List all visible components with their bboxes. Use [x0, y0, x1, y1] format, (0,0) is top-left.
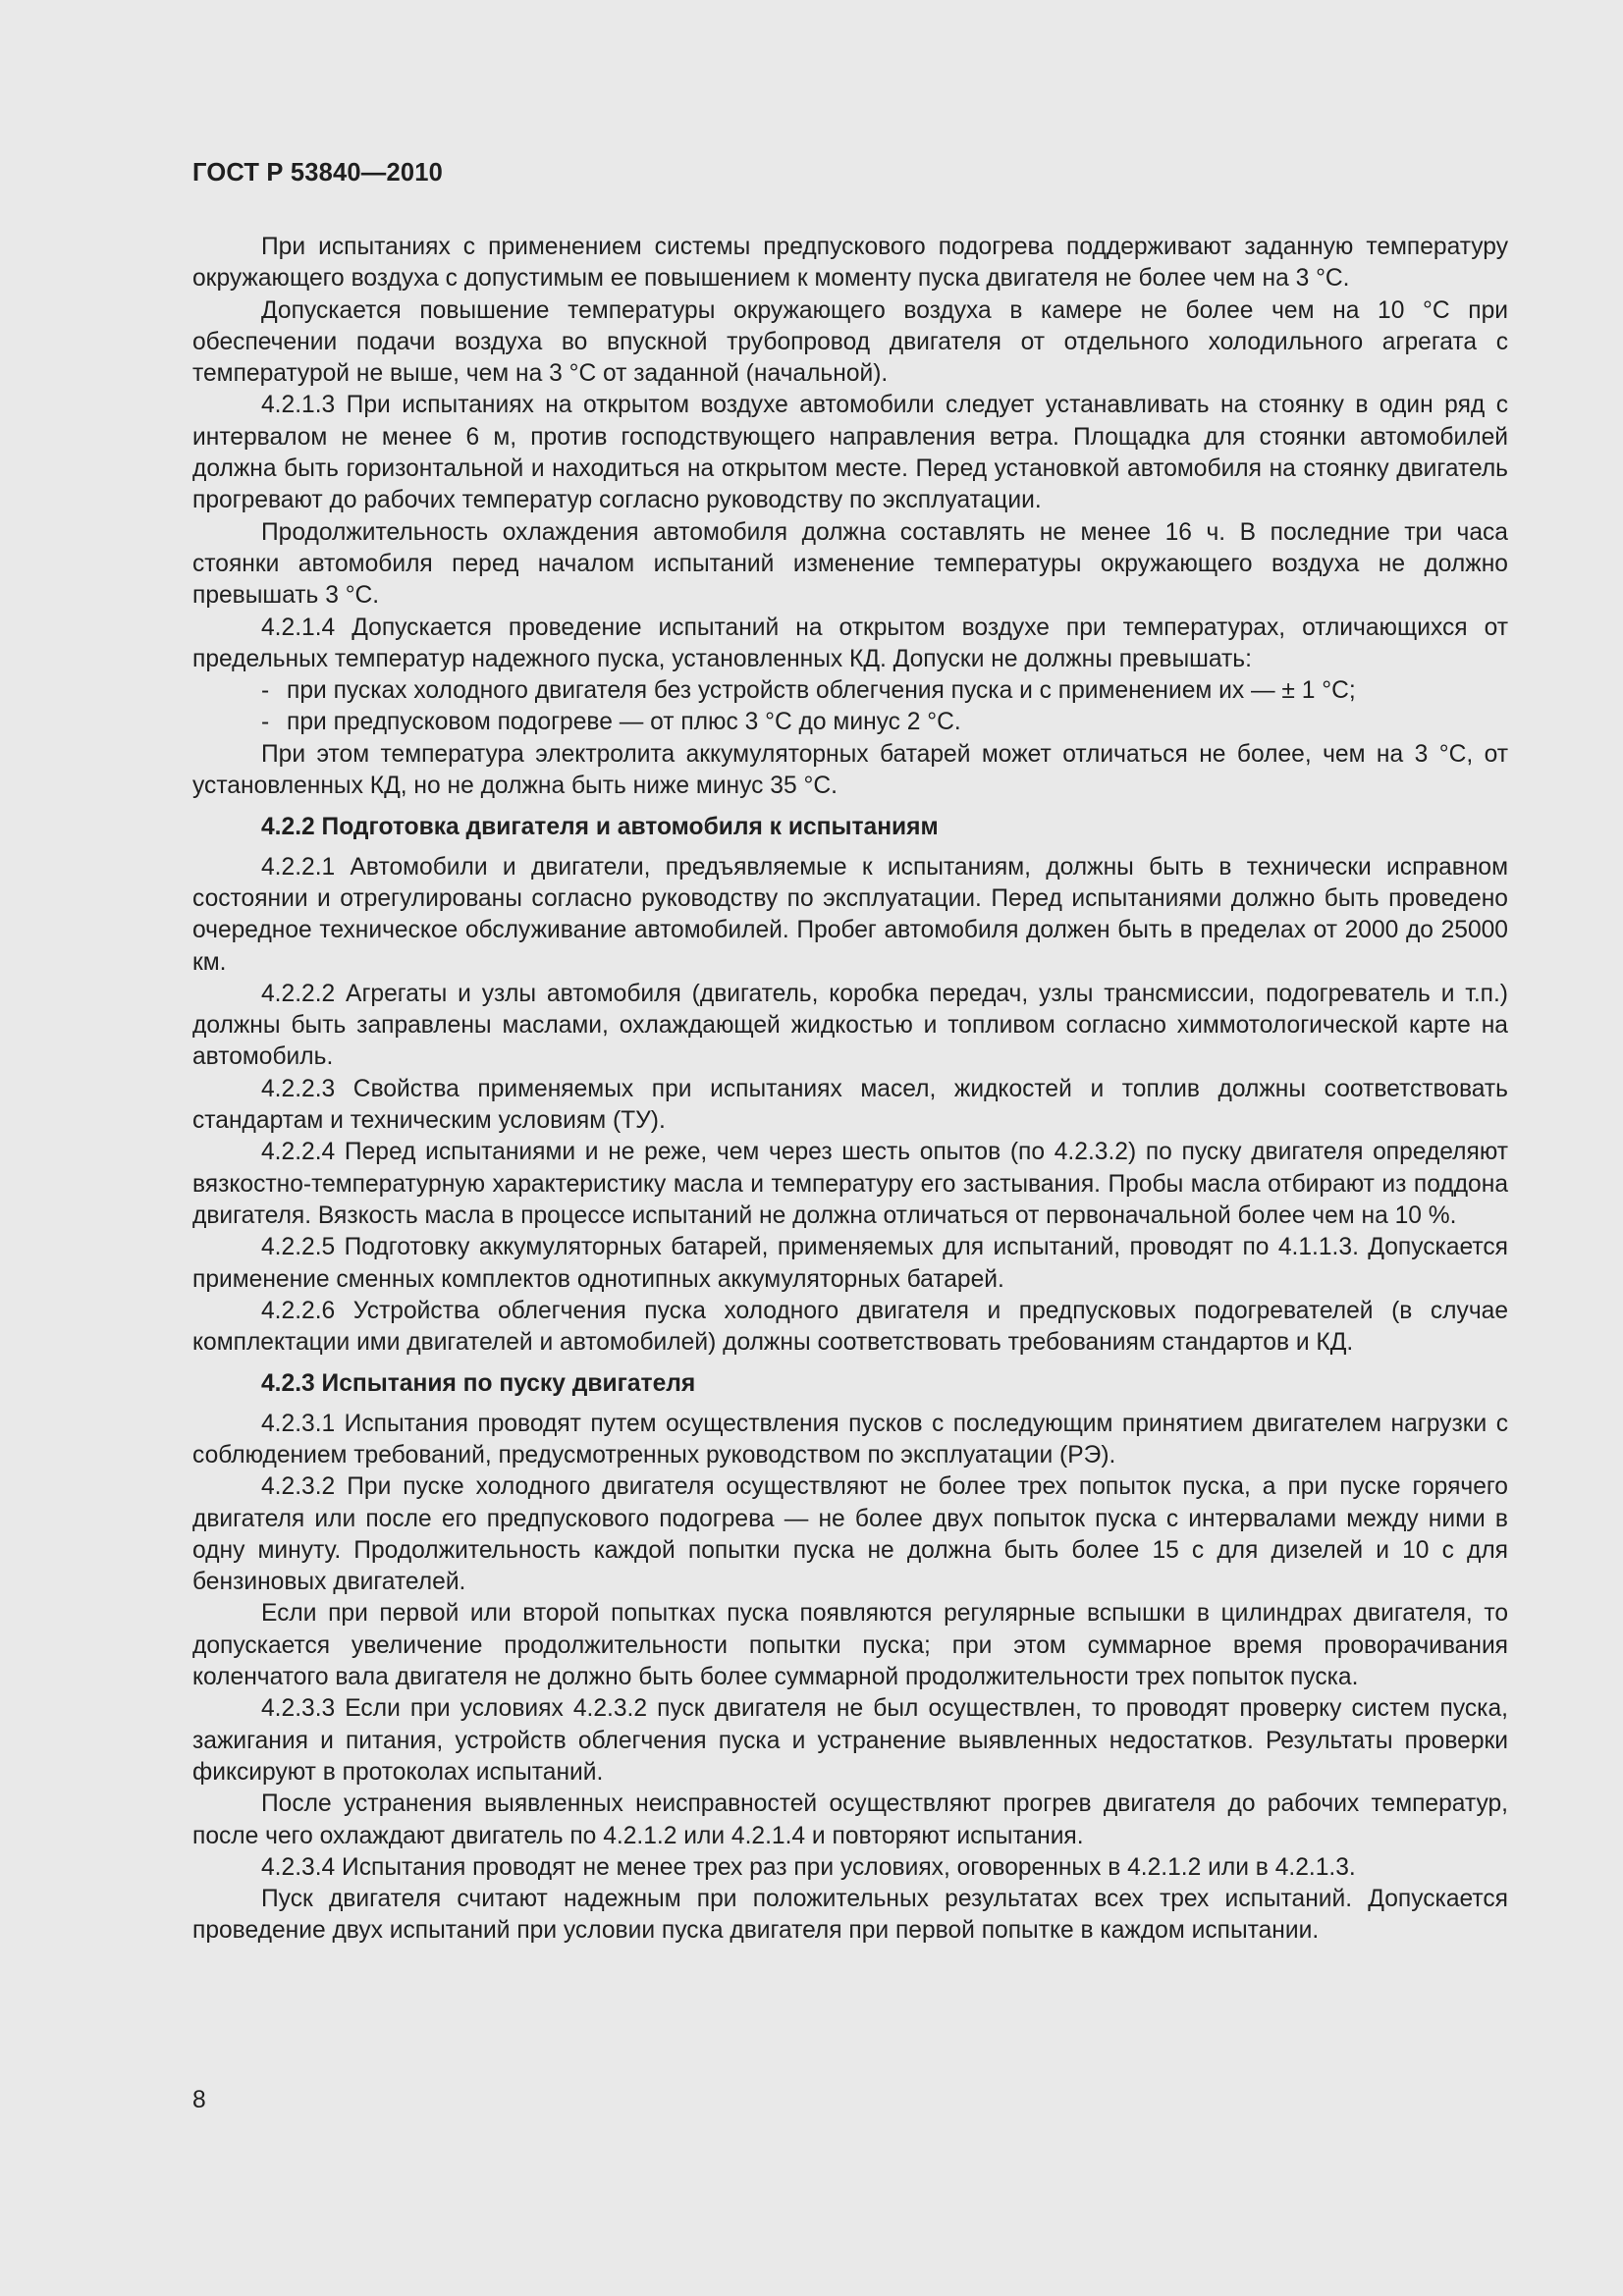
document-id-header: ГОСТ Р 53840—2010 — [192, 159, 444, 187]
paragraph: При этом температура электролита аккумуляторных батарей может отличаться не более, чем на 3 °С, от установленных КД, но не должна быть ниже минус 35 °С. — [192, 740, 1508, 800]
paragraph: 4.2.2.3 Свойства применяемых при испытаниях масел, жидкостей и топлив должны соответствовать стандартам и техническим условиям (ТУ). — [192, 1075, 1508, 1135]
paragraph: 4.2.2.5 Подготовку аккумуляторных батарей, применяемых для испытаний, проводят по 4.1.1.3. Допускается применение сменных комплектов однотипных аккумуляторных батарей. — [192, 1234, 1508, 1293]
paragraph: 4.2.3.4 Испытания проводят не менее трех раз при условиях, оговоренных в 4.2.1.2 или в 4.2.1.3. — [261, 1853, 1356, 1881]
paragraph: Пуск двигателя считают надежным при положительных результатах всех трех испытаний. Допускается проведение двух испытаний при условии пуска двигателя при первой попытке в каждом испытании. — [192, 1886, 1508, 1945]
list-item — [192, 707, 1508, 738]
section-heading: 4.2.2 Подготовка двигателя и автомобиля к испытаниям — [261, 814, 939, 841]
list-item-text: при предпусковом подогреве — от плюс 3 °С до минус 2 °С. — [287, 709, 961, 736]
paragraph: 4.2.2.6 Устройства облегчения пуска холодного двигателя и предпусковых подогревателей (в случае комплектации ими двигателей и автомобилей) должны соответствовать требованиям стандартов и КД. — [192, 1297, 1508, 1357]
paragraph: Если при первой или второй попытках пуска появляются регулярные вспышки в цилиндрах двигателя, то допускается увеличение продолжительности попытки пуска; при этом суммарное время проворачивания коленчатого вала двигателя не должно быть более суммарной продолжительности трех попыток пуска. — [192, 1600, 1508, 1691]
paragraph: После устранения выявленных неисправностей осуществляют прогрев двигателя до рабочих температур, после чего охлаждают двигатель по 4.2.1.2 или 4.2.1.4 и повторяют испытания. — [192, 1790, 1508, 1849]
paragraph: 4.2.3.2 При пуске холодного двигателя осуществляют не более трех попыток пуска, а при пуске горячего двигателя или после его предпускового подогрева — не более двух попыток пуска с интервалами между ними в одну минуту. Продолжительность каждой попытки пуска не должна быть более 15 с для дизелей и 10 с для бензиновых двигателей. — [192, 1473, 1508, 1596]
dash-marker: - — [261, 677, 270, 705]
paragraph: 4.2.1.3 При испытаниях на открытом воздухе автомобили следует устанавливать на стоянку в один ряд с интервалом не менее 6 м, против господствующего направления ветра. Площадка для стоянки автомобилей должна быть горизонтальной и находиться на открытом месте. Перед установкой автомобиля на стоянку двигатель прогревают до рабочих температур согласно руководству по эксплуатации. — [192, 392, 1508, 514]
paragraph: 4.2.2.1 Автомобили и двигатели, предъявляемые к испытаниям, должны быть в технически исправном состоянии и отрегулированы согласно руководству по эксплуатации. Перед испытаниями должно быть проведено очередное техническое обслуживание автомобилей. Пробег автомобиля должен быть в пределах от 2000 до 25000 км. — [192, 853, 1508, 976]
paragraph: 4.2.3.3 Если при условиях 4.2.3.2 пуск двигателя не был осуществлен, то проводят проверку систем пуска, зажигания и питания, устройств облегчения пуска и устранение выявленных недостатков. Результаты проверки фиксируют в протоколах испытаний. — [192, 1695, 1508, 1786]
paragraph: 4.2.2.4 Перед испытаниями и не реже, чем через шесть опытов (по 4.2.3.2) по пуску двигателя определяют вязкостно-температурную характеристику масла и температуру его застывания. Пробы масла отбирают из поддона двигателя. Вязкость масла в процессе испытаний не должна отличаться от первоначальной более чем на 10 %. — [192, 1139, 1508, 1229]
list-item-text: при пусках холодного двигателя без устройств облегчения пуска и с применением их — ± 1 °С; — [287, 677, 1356, 705]
paragraph: 4.2.1.4 Допускается проведение испытаний на открытом воздухе при температурах, отличающихся от предельных температур надежного пуска, установленных КД. Допуски не должны превышать: — [192, 614, 1508, 672]
paragraph: 4.2.2.2 Агрегаты и узлы автомобиля (двигатель, коробка передач, узлы трансмиссии, подогреватель и т.п.) должны быть заправлены маслами, охлаждающей жидкостью и топливом согласно химмотологической карте на автомобиль. — [192, 980, 1508, 1071]
page-number: 8 — [192, 2087, 206, 2113]
document-page — [192, 157, 1508, 1948]
paragraph: Продолжительность охлаждения автомобиля должна составлять не менее 16 ч. В последние три часа стоянки автомобиля перед началом испытаний изменение температуры окружающего воздуха не должно превышать 3 °С. — [192, 518, 1508, 610]
paragraph: 4.2.3.1 Испытания проводят путем осуществления пусков с последующим принятием двигателем нагрузки с соблюдением требований, предусмотренных руководством по эксплуатации (РЭ). — [192, 1410, 1508, 1468]
paragraph: Допускается повышение температуры окружающего воздуха в камере не более чем на 10 °С при обеспечении подачи воздуха во впускной трубопровод двигателя от отдельного холодильного агрегата с температурой не выше, чем на 3 °С от заданной (начальной). — [192, 296, 1508, 388]
dash-marker: - — [261, 709, 270, 736]
list-item — [192, 675, 1508, 707]
section-heading: 4.2.3 Испытания по пуску двигателя — [261, 1370, 696, 1398]
paragraph: При испытаниях с применением системы предпускового подогрева поддерживают заданную температуру окружающего воздуха с допустимым ее повышением к моменту пуска двигателя не более чем на 3 °С. — [192, 234, 1508, 293]
